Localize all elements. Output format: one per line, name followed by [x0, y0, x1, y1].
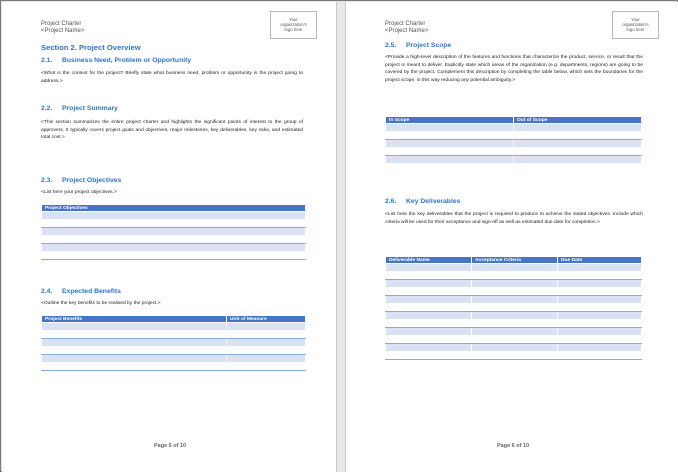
table-row[interactable]: [42, 236, 306, 244]
table-row[interactable]: [42, 363, 306, 371]
acceptance-criteria-header: Acceptance Criteria: [472, 257, 558, 264]
page-gutter: [336, 2, 346, 472]
table-row[interactable]: [386, 132, 642, 140]
table-row[interactable]: [42, 331, 306, 339]
page-right: [346, 2, 678, 472]
logo-placeholder: Your organization's logo here: [270, 11, 317, 39]
table-row[interactable]: [42, 347, 306, 355]
table-row[interactable]: [386, 156, 642, 164]
heading-2-4: 2.4. Expected Benefits: [41, 288, 121, 295]
table-row[interactable]: [386, 280, 642, 288]
table-row[interactable]: [386, 288, 642, 296]
table-row[interactable]: [386, 140, 642, 148]
section-title: Section 2. Project Overview: [41, 43, 141, 52]
scope-table: [385, 116, 642, 164]
table-row[interactable]: [386, 344, 642, 352]
table-row[interactable]: [386, 336, 642, 344]
out-of-scope-header: Out of Scope: [514, 117, 642, 124]
table-row[interactable]: [42, 323, 306, 331]
table-row[interactable]: [42, 339, 306, 347]
objectives-table: [41, 204, 306, 260]
table-row[interactable]: [386, 148, 642, 156]
table-row[interactable]: [386, 312, 642, 320]
heading-2-3: 2.3. Project Objectives: [41, 177, 122, 184]
objectives-header: Project Objectives: [42, 205, 306, 212]
in-scope-header: In Scope: [386, 117, 514, 124]
table-row[interactable]: [386, 296, 642, 304]
unit-col-header: Unit of Measure: [227, 316, 306, 323]
benefits-table: [41, 315, 306, 371]
table-row[interactable]: [42, 212, 306, 220]
header-doc-title: Project Charter: [41, 21, 82, 27]
table-row[interactable]: [386, 304, 642, 312]
header-doc-title: Project Charter: [385, 21, 426, 27]
paragraph-2-5: <Provide a high-level description of the features and functions that characterize the product, service, or result that the project is meant to deliver. Explicitly state which areas of the organization (e.g. departments, regions) are going to be covered by the project. Complement this description by completing the table below, which sets the boundaries for the project scope, in this way reducing any potential ambiguity.>: [385, 55, 643, 83]
page-header: [41, 21, 84, 35]
heading-2-5: 2.5. Project Scope: [385, 42, 452, 49]
benefits-col-header: Project Benefits: [42, 316, 227, 323]
table-row[interactable]: [386, 124, 642, 132]
page-footer: Page 6 of 10: [154, 443, 187, 449]
deliverables-table: [385, 256, 642, 360]
heading-2-1: 2.1. Business Need, Problem or Opportunity: [41, 57, 192, 64]
table-row[interactable]: [42, 244, 306, 252]
header-project-name: <Project Name>: [41, 28, 85, 34]
table-row[interactable]: [42, 355, 306, 363]
table-row[interactable]: [42, 252, 306, 260]
paragraph-2-4: <Outline the key benefits to be realised by the project.>: [41, 301, 161, 306]
due-date-header: Due Date: [558, 257, 642, 264]
paragraph-2-2: <This section summarizes the entire project charter and highlights the significant points of interest to the group of approvers. It typically covers project goals and objectives, major milestones, key deliverables, key risks, and estimated total cost.>: [41, 120, 303, 141]
logo-placeholder: Your organization's logo here: [612, 11, 659, 39]
table-row[interactable]: [386, 328, 642, 336]
header-project-name: <Project Name>: [385, 28, 429, 34]
heading-2-6: 2.6. Key Deliverables: [385, 198, 461, 205]
table-row[interactable]: [386, 264, 642, 272]
table-row[interactable]: [386, 272, 642, 280]
table-row[interactable]: [42, 228, 306, 236]
paragraph-2-1: <What is the context for the project? Briefly state what business need, problem or opportunity is the project going to address.>: [41, 71, 303, 84]
deliverable-name-header: Deliverable Name: [386, 257, 472, 264]
heading-2-2: 2.2. Project Summary: [41, 105, 118, 112]
page-footer: Page 6 of 10: [497, 443, 530, 449]
page-left: [2, 2, 336, 472]
table-row[interactable]: [42, 220, 306, 228]
page-header: [385, 21, 428, 35]
table-row[interactable]: [386, 320, 642, 328]
paragraph-2-3: <List here your project objectives.>: [41, 190, 117, 195]
paragraph-2-6: <List here the key deliverables that the project is required to produce to achieve the stated objectives. Include which criteria will be used for their acceptance and sign-off as well as estimated due date for completion.>: [385, 212, 643, 225]
table-row[interactable]: [386, 352, 642, 360]
